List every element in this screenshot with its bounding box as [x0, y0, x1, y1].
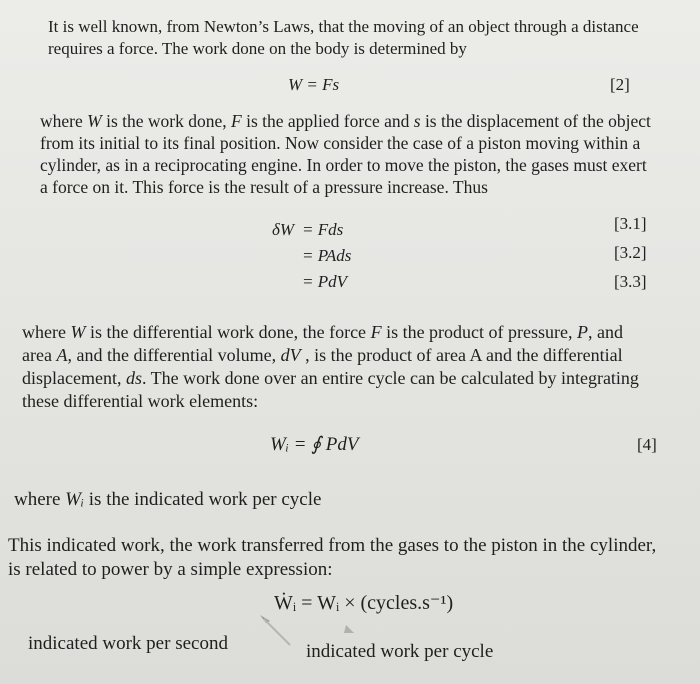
text-segment: , and the differential volume, [67, 345, 281, 365]
symbol-dV: dV [280, 345, 301, 365]
text-segment: where [14, 489, 66, 510]
paragraph-differential-work [22, 321, 639, 413]
paragraph-indicated-work [14, 488, 321, 512]
symbol-s: s [413, 111, 421, 131]
paragraph-work-line4: a force on it. This force is the result of a pressure increase. Thus [40, 177, 488, 197]
text-segment: is the displacement of the object [420, 111, 651, 131]
paragraph-newton-line1: It is well known, from Newton’s Laws, that the moving of an object through a distance [48, 17, 639, 36]
symbol-P: P [577, 322, 589, 342]
symbol-A: A [56, 345, 68, 365]
text-segment: , is the product of area A and the differential [300, 345, 623, 365]
symbol-Wi: Wᵢ [65, 489, 85, 510]
paragraph-power-line1: This indicated work, the work transferred from the gases to the piston in the cylinder, [8, 535, 657, 556]
equation-4-number: [4] [637, 435, 657, 454]
symbol-W: W [87, 111, 102, 131]
symbol-W: W [70, 322, 86, 342]
equation-3-3-number: [3.3] [614, 272, 647, 291]
text-segment: is the differential work done, the force [85, 322, 371, 342]
caption-indicated-work-per-cycle: indicated work per cycle [306, 641, 494, 662]
equation-3-1-number: [3.1] [614, 214, 647, 233]
caption-indicated-work-per-second: indicated work per second [28, 633, 228, 654]
equation-2: W = Fs [288, 75, 340, 94]
equation-4: Wᵢ = ∮ PdV [270, 434, 359, 455]
paragraph-work-definition [40, 110, 651, 198]
text-segment: , and [588, 322, 624, 342]
equation-3-2-rhs: = PAds [302, 246, 352, 265]
text-segment: where [40, 111, 88, 131]
text-segment: is the work done, [101, 111, 232, 131]
equation-3-2-number: [3.2] [614, 243, 647, 262]
text-segment: where [22, 322, 71, 342]
symbol-ds: ds [125, 368, 142, 388]
arrow-to-wdot [260, 615, 300, 655]
text-segment: displacement, [22, 368, 126, 388]
paragraph-work-line2: from its initial to its final position. Now consider the case of a piston moving within a [40, 133, 641, 153]
paragraph-power-line2: is related to power by a simple expression: [8, 559, 333, 580]
equation-power: Ẇᵢ = Wᵢ × (cycles.s⁻¹) [274, 592, 454, 614]
equation-3-1-rhs: = Fds [302, 220, 344, 239]
text-segment: is the product of pressure, [381, 322, 578, 342]
paragraph-newton-line2: requires a force. The work done on the body is determined by [48, 39, 467, 58]
equation-2-number: [2] [610, 75, 630, 94]
equation-3-3-rhs: = PdV [302, 272, 347, 291]
text-segment: area [22, 345, 57, 365]
symbol-F: F [370, 322, 382, 342]
paragraph-newton [48, 16, 639, 60]
text-segment: is the indicated work per cycle [84, 489, 322, 510]
paragraph-differential-line4: these differential work elements: [22, 391, 259, 411]
text-segment: . The work done over an entire cycle can be calculated by integrating [141, 368, 639, 388]
paragraph-power [8, 534, 656, 582]
symbol-F: F [231, 111, 242, 131]
paragraph-work-line3: cylinder, as in a reciprocating engine. In order to move the piston, the gases must exert [40, 155, 647, 175]
equation-3-1-lhs: δW [272, 220, 295, 239]
text-segment: is the applied force and [241, 111, 414, 131]
